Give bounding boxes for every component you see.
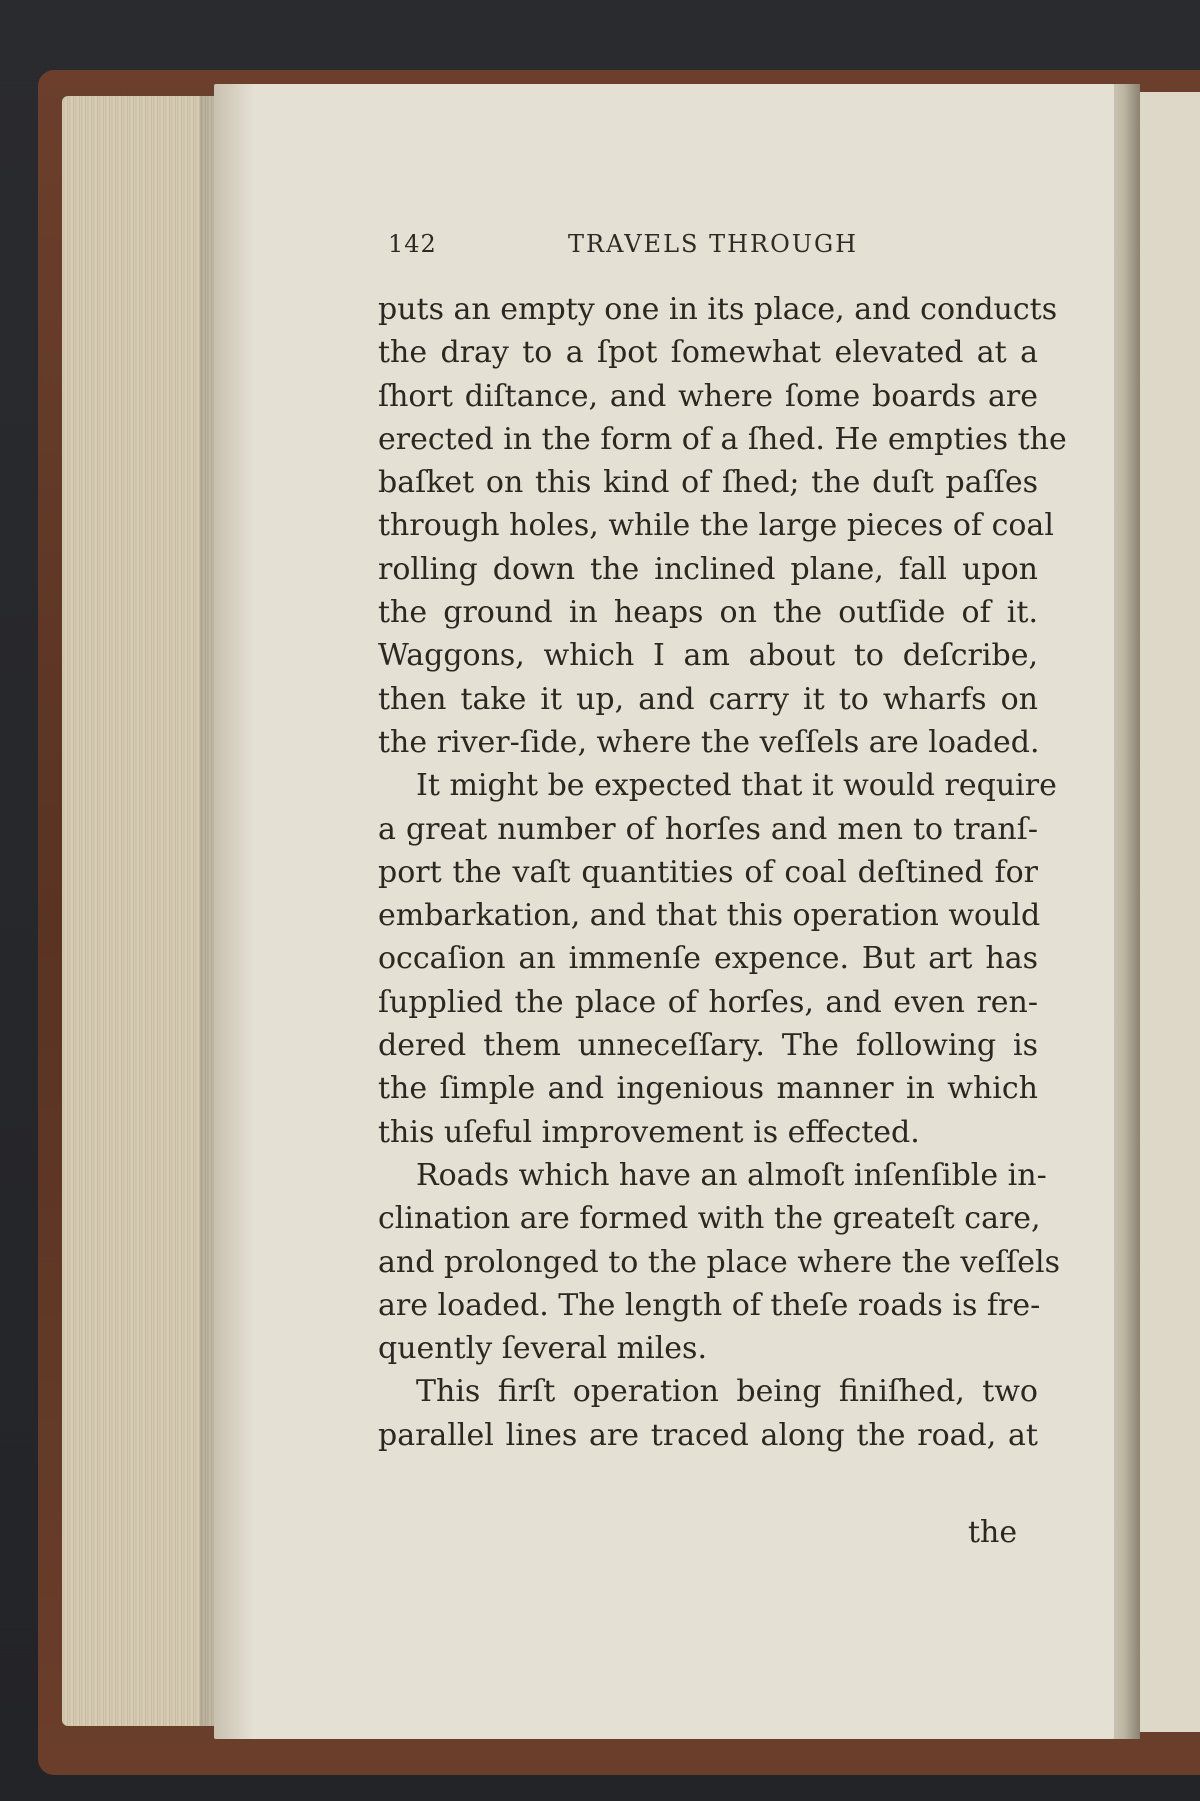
text-line: and prolonged to the place where the veſſels [378, 1244, 1061, 1280]
text-line: the ground in heaps on the outſide of it. [378, 595, 1038, 631]
text-line: ſhort diſtance, and where ſome boards are [378, 378, 1038, 414]
text-line: port the vaſt quantities of coal deſtined for [378, 854, 1038, 890]
text-line: then take it up, and carry it to wharfs on [378, 681, 1038, 717]
text-line: the dray to a ſpot ſomewhat elevated at a [378, 335, 1038, 371]
catchword: the [968, 1515, 1018, 1550]
running-head: TRAVELS THROUGH [568, 230, 859, 258]
body-text [378, 288, 1067, 1457]
text-line: rolling down the inclined plane, fall upon [378, 551, 1038, 587]
text-line: quently ſeveral miles. [378, 1331, 707, 1367]
text-line: This firſt operation being finiſhed, two [416, 1374, 1038, 1410]
text-line: parallel lines are traced along the road, at [378, 1417, 1038, 1453]
text-line: embarkation, and that this operation would [378, 898, 1041, 934]
text-line: occaſion an immenſe expence. But art has [378, 941, 1038, 977]
text-line: the ſimple and ingenious manner in which [378, 1071, 1038, 1107]
text-line: puts an empty one in its place, and conducts [378, 292, 1058, 327]
text-line: ſupplied the place of horſes, and even ren- [378, 984, 1038, 1020]
page-number: 142 [388, 230, 437, 258]
text-line: baſket on this kind of ſhed; the duſt paſſes [378, 465, 1038, 501]
page-edges [62, 96, 222, 1726]
page-header [388, 230, 988, 270]
facing-page [1138, 92, 1200, 1732]
text-line: Roads which have an almoſt inſenſible in- [416, 1157, 1047, 1193]
text-line: It might be expected that it would require [416, 768, 1057, 804]
text-line: clination are formed with the greateſt care, [378, 1201, 1041, 1237]
text-line: a great number of horſes and men to tranſ- [378, 811, 1038, 847]
text-line: the river-ſide, where the veſſels are loaded. [378, 724, 1040, 760]
text-line: dered them unneceſſary. The following is [378, 1028, 1038, 1064]
text-line: this uſeful improvement is effected. [378, 1114, 920, 1150]
text-line: erected in the form of a ſhed. He empties the [378, 421, 1067, 457]
text-line: through holes, while the large pieces of coal [378, 508, 1054, 544]
text-line: are loaded. The length of theſe roads is fre- [378, 1287, 1041, 1323]
text-line: Waggons, which I am about to deſcribe, [378, 638, 1038, 674]
